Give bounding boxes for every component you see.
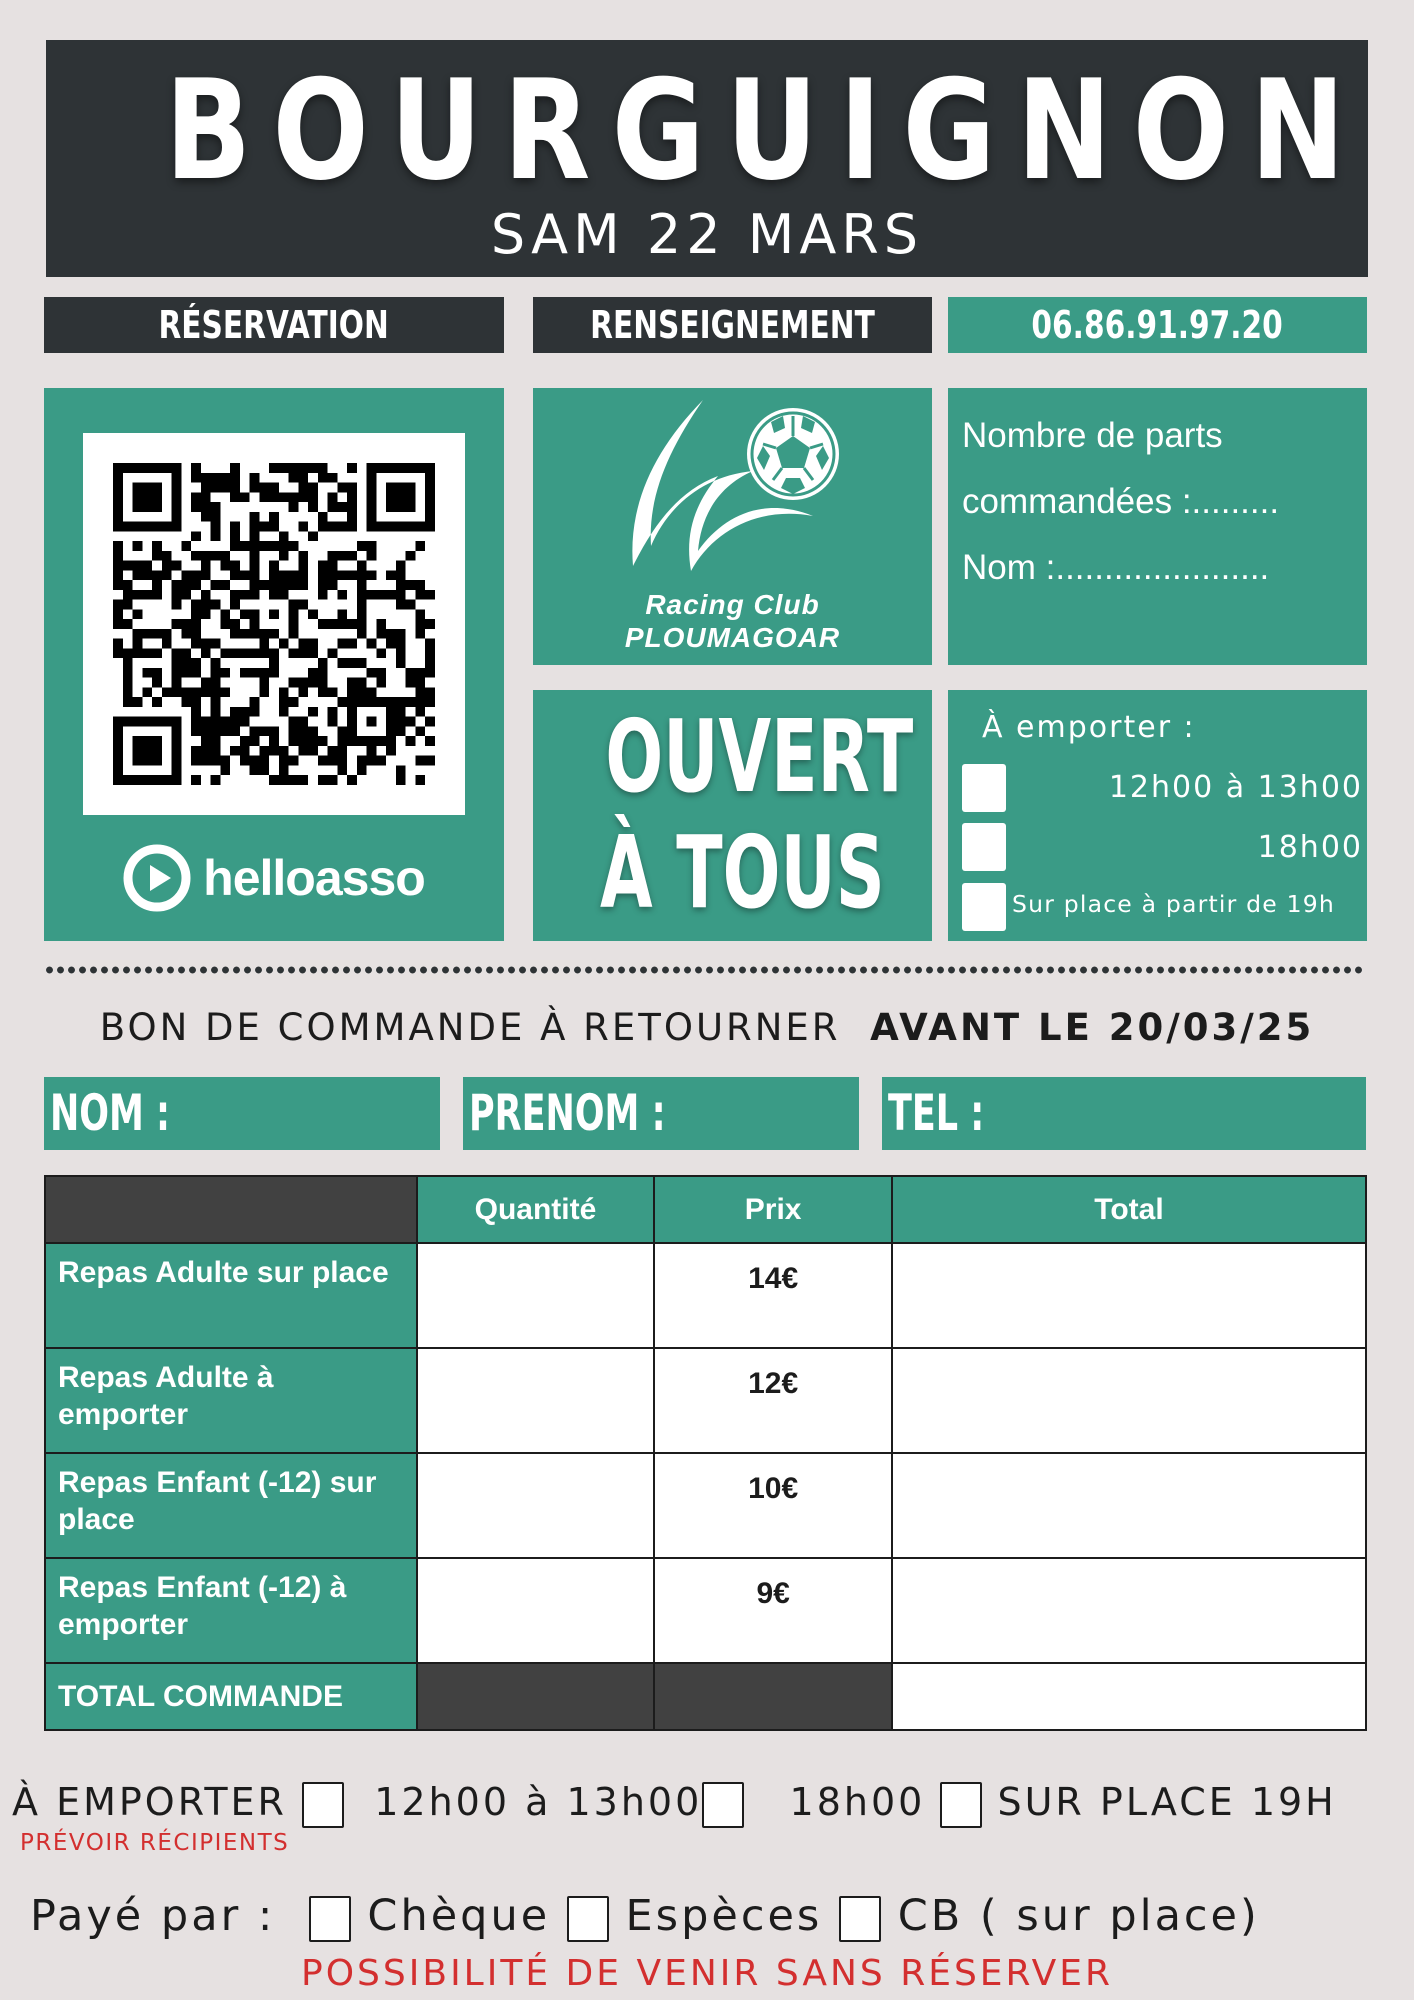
phone-number[interactable]: 06.86.91.97.20 [1031,303,1284,347]
bon-text: BON DE COMMANDE À RETOURNER [99,1006,841,1049]
reservation-label: RÉSERVATION [158,303,390,347]
club-name-line2: PLOUMAGOAR [624,622,841,653]
order-table [44,1175,1367,1731]
event-date: SAM 22 MARS [490,203,924,266]
row-label: Repas Adulte à emporter [45,1348,417,1453]
header-prix: Prix [654,1176,892,1243]
checkbox-12h-bottom[interactable] [702,1782,744,1828]
option-sur-place-bottom-label: SUR PLACE 19H [997,1780,1337,1824]
option-18h-bottom-label: 18h00 [789,1780,926,1824]
helloasso-icon [123,844,191,912]
soccer-ball-logo-icon [623,396,853,586]
grand-total-cell[interactable] [892,1663,1366,1730]
cheque-label: Chèque [367,1891,551,1941]
tel-input[interactable] [882,1077,1366,1150]
table-corner [45,1176,417,1243]
tel-label: TEL : [888,1084,985,1142]
ouvert-panel [533,690,932,941]
checkbox-sur-place[interactable] [962,883,1006,931]
checkbox-cheque[interactable] [309,1896,351,1942]
ouvert-line1: OUVERT [605,698,914,815]
checkbox-12h[interactable] [962,764,1006,812]
club-name [533,588,932,654]
sans-reserver-notice: POSSIBILITÉ DE VENIR SANS RÉSERVER [301,1953,1113,1994]
table-header-row [45,1176,1366,1243]
nom-input[interactable] [44,1077,440,1150]
renseignement-label: RENSEIGNEMENT [590,303,875,347]
price-cell: 10€ [654,1453,892,1558]
club-logo-panel [533,388,932,665]
payment-line [30,1888,1260,1944]
order-quantity-panel [948,388,1367,665]
row-label: Repas Enfant (-12) sur place [45,1453,417,1558]
helloasso-label: helloasso [203,850,425,906]
table-row [45,1453,1366,1558]
event-title: BOURGUIGNON [164,50,1367,211]
header-banner [46,40,1368,277]
club-name-line1: Racing Club [645,589,820,620]
quantity-cell[interactable] [417,1243,655,1348]
total-price-blank [654,1663,892,1730]
option-12h-bottom-label: 12h00 à 13h00 [374,1780,703,1824]
row-label: Repas Adulte sur place [45,1243,417,1348]
bon-de-commande-heading [0,1003,1414,1053]
parts-commandees-field[interactable]: commandées :......... [962,482,1280,521]
quantity-cell[interactable] [417,1558,655,1663]
price-cell: 9€ [654,1558,892,1663]
header-quantite: Quantité [417,1176,655,1243]
helloasso-logo [44,833,504,923]
qr-code[interactable] [83,433,465,815]
paye-par-label: Payé par : [30,1891,276,1941]
option-18h-label: 18h00 [1257,830,1363,865]
nom-field[interactable]: Nom :...................... [962,548,1270,587]
price-cell: 14€ [654,1243,892,1348]
ouvert-line2: À TOUS [599,814,885,931]
table-row [45,1558,1366,1663]
checkbox-18h[interactable] [962,823,1006,871]
emporter-title: À emporter : [982,710,1196,745]
option-12h-label: 12h00 à 13h00 [1108,770,1363,805]
especes-label: Espèces [625,1891,823,1941]
renseignement-bar [533,297,932,353]
bon-deadline: AVANT LE 20/03/25 [870,1006,1315,1049]
recipients-note: PRÉVOIR RÉCIPIENTS [20,1830,290,1856]
checkbox-18h-bottom[interactable] [940,1782,982,1828]
total-row [45,1663,1366,1730]
total-label: TOTAL COMMANDE [45,1663,417,1730]
total-cell[interactable] [892,1558,1366,1663]
price-cell: 12€ [654,1348,892,1453]
total-quantity-blank [417,1663,655,1730]
quantity-cell[interactable] [417,1453,655,1558]
parts-label: Nombre de parts [962,416,1223,455]
qr-panel [44,388,504,941]
checkbox-cb[interactable] [839,1896,881,1942]
emporter-options-line [12,1776,1337,1828]
prenom-label: PRENOM : [469,1084,666,1142]
dotted-divider [44,966,1366,974]
checkbox-especes[interactable] [567,1896,609,1942]
row-label: Repas Enfant (-12) à emporter [45,1558,417,1663]
total-cell[interactable] [892,1243,1366,1348]
checkbox-emporter[interactable] [302,1782,344,1828]
reservation-bar [44,297,504,353]
cb-label: CB ( sur place) [897,1891,1260,1941]
emporter-panel [948,690,1367,941]
total-cell[interactable] [892,1348,1366,1453]
emporter-label: À EMPORTER [12,1780,287,1824]
phone-bar [948,297,1367,353]
prenom-input[interactable] [463,1077,859,1150]
header-total: Total [892,1176,1366,1243]
table-row [45,1348,1366,1453]
quantity-cell[interactable] [417,1348,655,1453]
option-sur-place-label: Sur place à partir de 19h [1012,890,1336,918]
qr-code-icon [113,463,435,785]
table-row [45,1243,1366,1348]
total-cell[interactable] [892,1453,1366,1558]
nom-label: NOM : [50,1084,171,1142]
